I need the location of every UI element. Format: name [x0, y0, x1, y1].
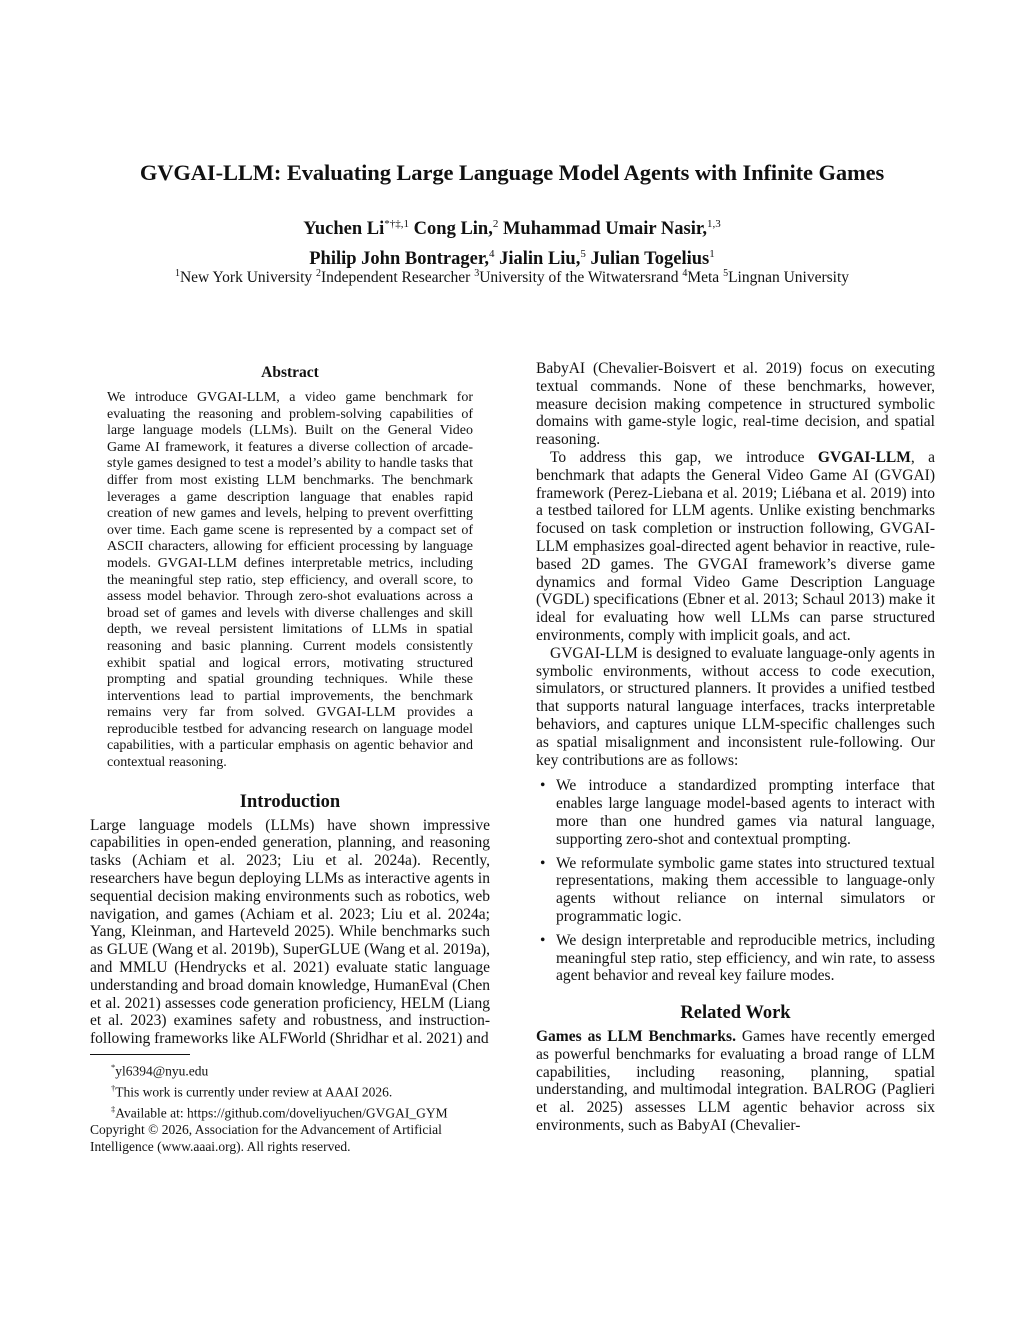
copyright-notice: Copyright © 2026, Association for the Advancement of Artificial Intelligence (www.aaai.org). All rights reserved. — [90, 1122, 442, 1154]
affil-name: Independent Researcher — [321, 269, 471, 287]
para-text: , a benchmark that adapts the General Video Game AI (GVGAI) framework (Perez-Liebana et al. 2019; Liébana et al. 2019) into a testbed tailored for LLM agents. Unlike existing benchmarks focused on task completion or instruction following, GVGAI-LLM emphasizes goal-directed agent behavior in reactive, rule-based 2D games. The GVGAI framework’s diverse game dynamics and formal Video Game Description Language (VGDL) specifications (Ebner et al. 2013; Schaul 2013) make it ideal for evaluating how well LLMs can parse structured environments, comply with implicit goals, and act. — [536, 448, 935, 644]
author-list — [0, 212, 1024, 272]
footnote-text: yl6394@nyu.edu — [115, 1063, 209, 1079]
benchmark-name: GVGAI-LLM — [817, 448, 911, 466]
body-paragraph-1: BabyAI (Chevalier-Boisvert et al. 2019) focus on executing textual commands. None of these benchmarks, however, measure decision making competence in structured symbolic domains with game-style logic, real-time decision, and spatial reasoning. — [536, 360, 935, 449]
contribution-item — [536, 932, 935, 985]
bullet-icon: • — [540, 777, 546, 795]
para-text: To address this gap, we introduce — [550, 448, 818, 466]
right-column — [536, 360, 935, 1135]
footnote-mark: ‡ — [111, 1104, 116, 1115]
introduction-paragraph: Large language models (LLMs) have shown impressive capabilities in open-ended generation, planning, and reasoning tasks (Achiam et al. 2023; Liu et al. 2024a). Recently, researchers have begun deploying LLMs as interactive agents in sequential decision making environments such as robotics, web navigation, and games (Achiam et al. 2023; Liu et al. 2024a; Yang, Kleinman, and Harteveld 2025). While benchmarks such as GLUE (Wang et al. 2019b), SuperGLUE (Wang et al. 2019a), and MMLU (Hendrycks et al. 2021) evaluate static language understanding and broad domain knowledge, HumanEval (Chen et al. 2021) assesses code generation proficiency, HELM (Liang et al. 2023) examines safety and robustness, and instruction-following frameworks like ALFWorld (Shridhar et al. 2021) and — [90, 816, 490, 1048]
author-affil: 1 — [709, 248, 715, 261]
body-paragraph-2 — [536, 449, 935, 645]
para-text: Games have recently emerged as powerful benchmarks for evaluating a broad range of LLM capabilities, including reasoning, planning, spatial understanding, and multimodal integration. BALROG (Paglieri et al. 2025) assesses LLM agentic behavior across six environments, such as BabyAI (Chevalier- — [536, 1028, 936, 1135]
affiliation-list — [0, 268, 1024, 287]
contributions-list — [536, 777, 935, 985]
author-name: Julian Togelius — [590, 249, 710, 270]
affil-num: 3 — [474, 268, 480, 279]
author-marks: *†‡ — [384, 218, 401, 230]
contribution-text: We reformulate symbolic game states into structured textual representations, making them accessible to language-only agents without reliance on internal simulators or programmatic logic. — [556, 854, 935, 925]
footnote-text: Available at: https://github.com/doveliyuchen/GVGAI_GYM — [115, 1105, 448, 1121]
affil-name: Lingnan University — [728, 269, 850, 287]
related-work-paragraph — [536, 1028, 935, 1135]
paper-title: GVGAI-LLM: Evaluating Large Language Model Agents with Infinite Games — [139, 160, 885, 185]
footnote-code-link — [90, 1101, 490, 1122]
author-name: Yuchen Li — [303, 219, 385, 240]
author-line-1 — [0, 212, 1024, 242]
author-name: Cong Lin, — [413, 219, 493, 240]
abstract-heading: Abstract — [261, 364, 319, 381]
related-work-heading: Related Work — [680, 1003, 791, 1024]
author-affil: 2 — [492, 218, 499, 230]
author-affil: 1,3 — [707, 218, 721, 230]
affil-num: 4 — [682, 268, 688, 279]
author-name: Philip John Bontrager, — [309, 249, 489, 270]
contribution-item — [536, 855, 935, 926]
author-name: Muhammad Umair Nasir, — [502, 219, 707, 240]
left-column — [90, 364, 490, 1155]
affil-num: 5 — [723, 268, 729, 279]
body-paragraph-3: GVGAI-LLM is designed to evaluate language-only agents in symbolic environments, without access to code execution, simulators, or structured planners. It provides a unified testbed that supports natural language interfaces, tracks interpretable behaviors, and captures unique LLM-specific challenges such as spatial misalignment and inconsistent rule-following. Our key contributions are as follows: — [536, 644, 935, 769]
author-affil: 4 — [488, 248, 495, 261]
contribution-text: We introduce a standardized prompting interface that enables large language model-based agents to interact with more than one hundred games via natural language, supporting zero-shot and contextual prompting. — [556, 777, 935, 848]
affil-name: Meta — [687, 269, 720, 287]
footnote-mark: † — [111, 1083, 116, 1094]
footnote-email — [90, 1059, 490, 1080]
footnote-review — [90, 1080, 490, 1101]
author-affil: ,1 — [400, 218, 410, 230]
related-work-lead: Games as LLM Benchmarks. — [536, 1028, 736, 1046]
bullet-icon: • — [540, 931, 546, 949]
abstract-text: We introduce GVGAI-LLM, a video game benchmark for evaluating the reasoning and problem-solving capabilities of large language models (LLMs). Built on the General Video Game AI framework, it features a diverse collection of arcade-style games designed to test a model’s ability to handle tasks that differ from most existing LLM benchmarks. The benchmark leverages a game description language that enables rapid creation of new games and levels, helping to prevent overfitting over time. Each game scene is represented by a compact set of ASCII characters, allowing for efficient processing by language models. GVGAI-LLM defines interpretable metrics, including the meaningful step ratio, step efficiency, and overall score, to assess model behavior. Through zero-shot evaluations across a broad set of games and levels with diverse challenges and skill depth, we reveal persistent limitations of LLMs in spatial reasoning and basic planning. Current models consistently exhibit spatial and logical errors, motivating structured prompting and spatial grounding techniques. While these interventions lead to partial improvements, the benchmark remains very far from solved. GVGAI-LLM provides a reproducible testbed for advancing research on language model capabilities, with a particular emphasis on agentic behavior and contextual reasoning. — [107, 390, 473, 771]
footnote-mark: * — [111, 1062, 116, 1073]
bullet-icon: • — [540, 854, 546, 872]
affil-num: 1 — [174, 268, 180, 279]
author-affil: 5 — [580, 248, 586, 261]
footnote-text: This work is currently under review at AAAI 2026. — [115, 1084, 393, 1100]
contribution-item — [536, 777, 935, 848]
affil-num: 2 — [316, 268, 322, 279]
introduction-heading: Introduction — [239, 791, 341, 812]
affil-name: University of the Witwatersrand — [479, 269, 679, 287]
author-name: Jialin Liu, — [499, 249, 581, 270]
contribution-text: We design interpretable and reproducible metrics, including meaningful step ratio, step efficiency, and win rate, to assess agent behavior and reveal key failure modes. — [556, 931, 935, 985]
footnote-divider — [90, 1054, 190, 1055]
affil-name: New York University — [179, 269, 313, 287]
